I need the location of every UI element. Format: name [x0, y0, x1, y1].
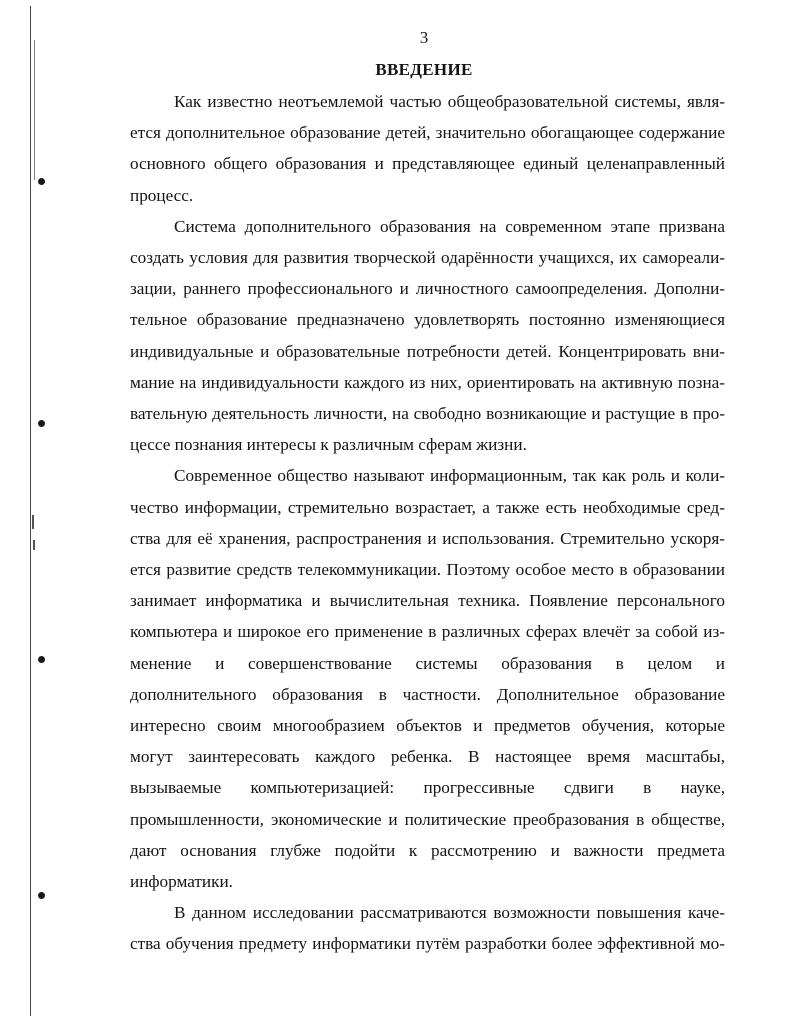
text-line: чество информации, стремительно возрастает, а также есть необходимые сред-	[130, 497, 725, 517]
page-number: 3	[419, 28, 429, 47]
text-line: компьютера и широкое его применение в различных сферах влечёт за собой из-	[130, 622, 725, 642]
text-line: ства обучения предмету информатики путём разработки более эффективной мо-	[130, 934, 725, 954]
text-line: дают основания глубже подойти к рассмотрению и важности предмета	[130, 840, 725, 860]
punch-hole-mark	[38, 420, 45, 427]
scan-artifact	[32, 515, 34, 529]
text-line: В данном исследовании рассматриваются возможности повышения каче-	[174, 903, 725, 923]
text-line: Система дополнительного образования на современном этапе призвана	[174, 216, 725, 236]
text-line: процесс.	[130, 185, 194, 205]
paragraph-4	[130, 897, 725, 959]
text-line: зации, раннего профессионального и личностного самоопределения. Дополни-	[130, 279, 725, 299]
paragraph-2	[130, 211, 725, 461]
text-line: дополнительного образования в частности. Дополнительное образование	[130, 684, 725, 704]
text-line: основного общего образования и представляющее единый целенаправленный	[130, 154, 725, 174]
text-line: Современное общество называют информационным, так как роль и коли-	[174, 466, 725, 486]
text-line: индивидуальные и образовательные потребности детей. Концентрировать вни-	[130, 341, 725, 361]
binding-edge-line	[30, 6, 31, 1016]
text-line: вательную деятельность личности, на свободно возникающие и растущие в про-	[130, 404, 725, 424]
text-line: менение и совершенствование системы образования в целом и	[130, 653, 725, 673]
punch-hole-mark	[38, 892, 45, 899]
text-line: занимает информатика и вычислительная техника. Появление персонального	[130, 591, 725, 611]
text-line: мание на индивидуальности каждого из них, ориентировать на активную позна-	[130, 372, 725, 392]
punch-hole-mark	[38, 178, 45, 185]
text-line: ется развитие средств телекоммуникации. Поэтому особое место в образовании	[130, 560, 725, 580]
text-line: промышленности, экономические и политические преобразования в обществе,	[130, 809, 725, 829]
text-line: ства для её хранения, распространения и использования. Стремительно ускоря-	[130, 528, 725, 548]
body-text	[130, 86, 725, 960]
paragraph-3	[130, 460, 725, 897]
punch-hole-mark	[38, 656, 45, 663]
section-title: ВВЕДЕНИЕ	[375, 60, 473, 79]
scan-artifact	[33, 540, 35, 550]
text-line: Как известно неотъемлемой частью общеобразовательной системы, явля-	[174, 92, 725, 111]
text-line: тельное образование предназначено удовлетворять постоянно изменяющиеся	[130, 310, 725, 330]
text-line: интересно своим многообразием объектов и предметов обучения, которые	[130, 716, 725, 736]
paragraph-1	[130, 86, 725, 211]
text-line: создать условия для развития творческой одарённости учащихся, их самореали-	[130, 248, 725, 268]
text-line: ется дополнительное образование детей, значительно обогащающее содержание	[130, 123, 725, 143]
text-line: цессе познания интересы к различным сферам жизни.	[130, 435, 527, 455]
text-line: информатики.	[130, 872, 233, 892]
text-line: вызываемые компьютеризацией: прогрессивные сдвиги в науке,	[130, 778, 725, 798]
text-line: могут заинтересовать каждого ребенка. В настоящее время масштабы,	[130, 747, 725, 767]
